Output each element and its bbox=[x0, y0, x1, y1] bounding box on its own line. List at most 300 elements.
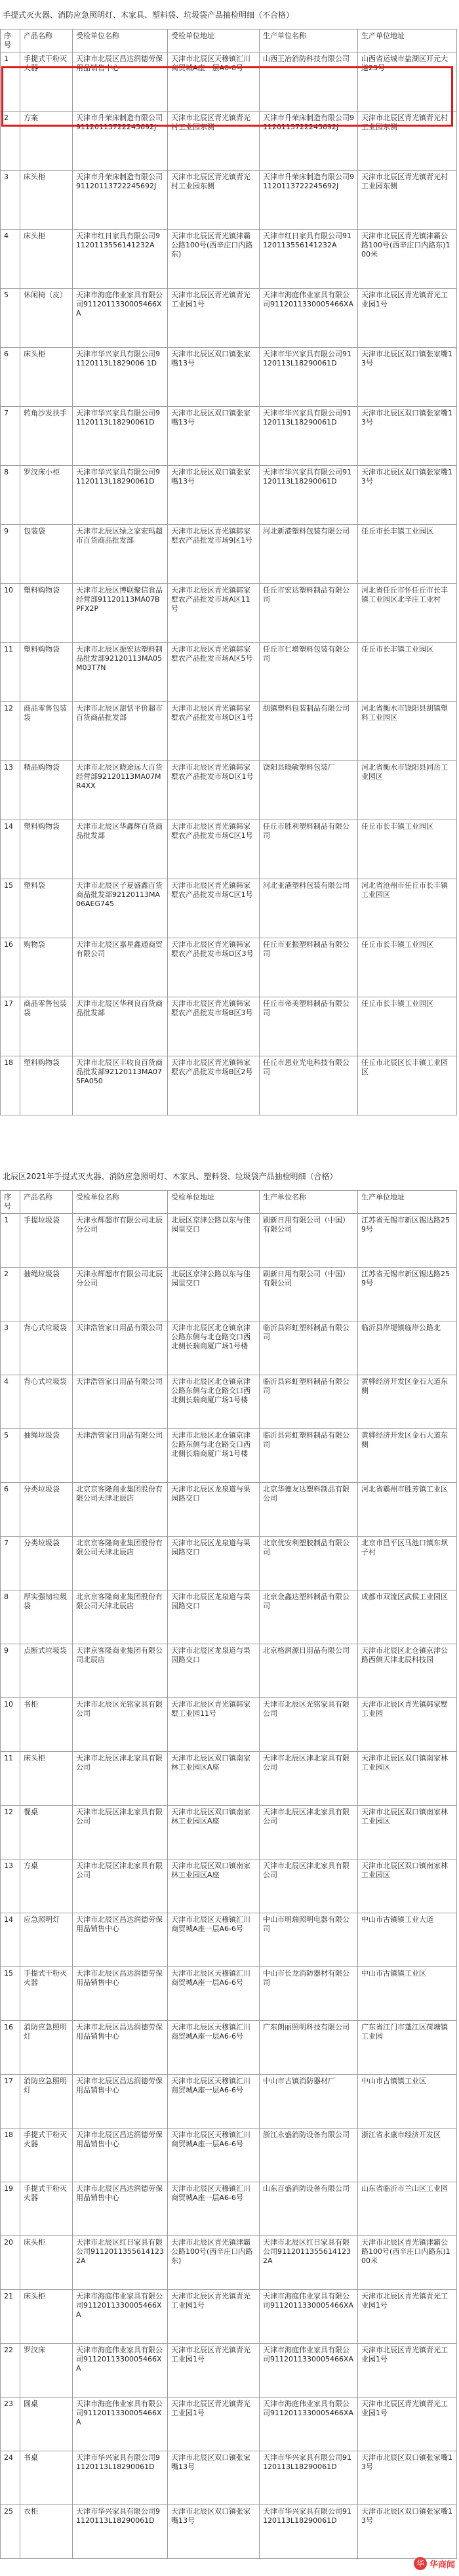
table-row bbox=[1, 938, 457, 997]
table-row bbox=[1, 2451, 457, 2505]
table-cell: 转角沙发扶手 bbox=[20, 407, 73, 466]
table-cell: 天津市北辰区甜恬平价超市百货商品批发部 bbox=[73, 702, 168, 761]
inspection-table-unqualified bbox=[0, 29, 457, 1115]
table-cell: 天津市华兴家具有限公司91120113L18290061D bbox=[260, 2451, 358, 2505]
table-cell: 天津市北辰区光铭家具有限公司 bbox=[73, 1698, 168, 1752]
table-cell: 天津市北辰区光铭家具有限公司 bbox=[260, 1698, 358, 1752]
column-header: 受检单位名称 bbox=[73, 1191, 168, 1214]
table-cell: 厚实强韧垃圾袋 bbox=[20, 1590, 73, 1644]
table-cell: 天津市北辰区青光镇青光工业园1号 bbox=[358, 2398, 457, 2451]
table-row bbox=[1, 643, 457, 702]
table-cell: 天津市北辰区青光镇韩家墅农产品批发市场A区11号 bbox=[168, 584, 260, 643]
table-cell: 天津市北辰区双口镇张家嘴13号 bbox=[168, 2505, 260, 2559]
table-cell: 浙江省永康市经济开发区 bbox=[358, 2129, 457, 2182]
table-cell: 天津市北辰区昌达润德劳保用品销售中心 bbox=[73, 2129, 168, 2182]
table-cell: 8 bbox=[1, 1590, 20, 1644]
table-cell: 河北省衡水市饶阳县胡镇塑料工业园区 bbox=[358, 702, 457, 761]
table-row bbox=[1, 171, 457, 230]
table-row bbox=[1, 2236, 457, 2290]
table-cell: 任丘市长丰镇工业园区 bbox=[358, 997, 457, 1056]
table-row bbox=[1, 407, 457, 466]
table-cell: 天津市北辰区天穆镇汇川商贸城A座一层A6-6号 bbox=[168, 1913, 260, 1967]
table-row bbox=[1, 1268, 457, 1321]
table-cell: 天津市北辰区津北家具有限公司 bbox=[73, 1752, 168, 1806]
table-cell: 天津市升荣床制造有限公司91120113722245692J bbox=[260, 171, 358, 230]
table-cell: 临沂县彩虹塑料制品有限公司 bbox=[260, 1321, 358, 1375]
inspection-table-qualified bbox=[0, 1190, 457, 2559]
table-cell: 天津市北辰区双口镇张家嘴13号 bbox=[168, 2451, 260, 2505]
table-cell: 罗汉床小柜 bbox=[20, 466, 73, 525]
table-cell: 天津市北辰区博联聚信食品经营部91120113MA07BPFX2P bbox=[73, 584, 168, 643]
table-cell: 应急照明灯 bbox=[20, 1913, 73, 1967]
table-row bbox=[1, 2075, 457, 2129]
table-cell: 天津市北辰区青光镇青光村工业园东侧 bbox=[358, 171, 457, 230]
table-row bbox=[1, 1321, 457, 1375]
table-cell: 任丘市长丰镇工业园区 bbox=[358, 820, 457, 879]
table-cell: 天津市北辰区青光镇津霸公路100号(西辛庄口内路东)100米 bbox=[358, 230, 457, 289]
table-cell: 10 bbox=[1, 1698, 20, 1752]
table-cell: 休闲椅（皮） bbox=[20, 289, 73, 348]
table-cell: 饶阳县晓敏塑料包装厂 bbox=[260, 761, 358, 820]
table-cell: 天津市北辰区华利良百货商品批发部 bbox=[73, 997, 168, 1056]
table-cell: 消防应急照明灯 bbox=[20, 2021, 73, 2075]
table-cell: 北京京客隆商业集团股份有限公司天津北辰店 bbox=[73, 1483, 168, 1537]
table-cell: 天津市北辰区绿之家宏玛超市百货商品批发部 bbox=[73, 525, 168, 584]
table-row bbox=[1, 348, 457, 407]
table-cell: 天津浩管家日用品有限公司 bbox=[73, 1429, 168, 1483]
table-cell: 天津市北辰区青光镇青光工业园1号 bbox=[168, 289, 260, 348]
table-cell: 江苏省无锡市新区锡达路259号 bbox=[358, 1268, 457, 1321]
section-title: 手提式灭火器、消防应急照明灯、木家具、塑料袋、垃圾袋产品抽检明细（不合格） bbox=[3, 10, 294, 20]
table-cell: 任丘市帝美塑料制品有限公司 bbox=[260, 997, 358, 1056]
table-cell: 天津市华兴家具有限公司91120113L18290061D bbox=[73, 2505, 168, 2559]
table-cell: 10 bbox=[1, 584, 20, 643]
table-cell: 天津市北辰区青光镇韩家墅农产品批发市场D区3号 bbox=[168, 938, 260, 997]
table-cell: 天津市红日家具有限公司91120113556141232A bbox=[73, 230, 168, 289]
table-cell: 床头柜 bbox=[20, 230, 73, 289]
table-cell: 江苏省无锡市新区锡达路259号 bbox=[358, 1214, 457, 1268]
table-cell: 床头柜 bbox=[20, 1752, 73, 1806]
table-cell: 11 bbox=[1, 643, 20, 702]
table-cell: 天津市北辰区子夏盛鑫百货商品批发部92120113MA06AEG745 bbox=[73, 879, 168, 938]
table-cell: 13 bbox=[1, 761, 20, 820]
table-cell: 天津市北辰区津北家具有限公司 bbox=[260, 1752, 358, 1806]
table-cell: 天津市北辰区双口镇南家林工业园区A座 bbox=[168, 1806, 260, 1859]
table-cell: 天津市北辰区双口镇张家嘴13号 bbox=[358, 2505, 457, 2559]
table-row bbox=[1, 1590, 457, 1644]
table-cell: 书柜 bbox=[20, 1698, 73, 1752]
table-row bbox=[1, 584, 457, 643]
table-row bbox=[1, 1483, 457, 1537]
table-cell: 天津市北辰区津北家具有限公司 bbox=[260, 1806, 358, 1859]
table-cell: 天津市北辰区津北家具有限公司 bbox=[73, 1806, 168, 1859]
table-cell: 天津市北辰区青光镇青光工业园1号 bbox=[168, 2344, 260, 2398]
table-cell: 北京市昌平区马池口镇东坝子村 bbox=[358, 1537, 457, 1590]
table-cell: 3 bbox=[1, 1321, 20, 1375]
table-cell: 天津市升荣床制造有限公司91120113722245692J bbox=[73, 112, 168, 171]
table-cell: 天津市北辰区北仓镇京津公路西侧天津北辰科技园 bbox=[358, 1644, 457, 1698]
table-cell: 床头柜 bbox=[20, 171, 73, 230]
table-cell: 20 bbox=[1, 2236, 20, 2290]
table-cell: 天津市华兴家具有限公司91120113L18290061D bbox=[73, 2451, 168, 2505]
table-row bbox=[1, 1698, 457, 1752]
column-header: 生产单位名称 bbox=[260, 1191, 358, 1214]
table-cell: 河北省任丘市怀任丘市长丰镇工业园区北辛庄工业村 bbox=[358, 584, 457, 643]
table-cell: 天津市北辰区青光镇韩家墅工业园 bbox=[358, 1698, 457, 1752]
table-cell: 天津市北辰区青光镇韩家墅农产品批发市场C区1号 bbox=[168, 820, 260, 879]
table-cell: 4 bbox=[1, 1375, 20, 1429]
column-header: 生产单位地址 bbox=[358, 30, 457, 52]
table-row bbox=[1, 1859, 457, 1913]
table-cell: 购物袋 bbox=[20, 938, 73, 997]
table-cell: 天津市北辰区青光镇津霸公路100号(西辛庄口内路东) bbox=[168, 230, 260, 289]
table-cell: 天津市红日家具有限公司91120113556141232A bbox=[260, 230, 358, 289]
table-cell: 天津市海庭伟业家具有限公司9112011330005466XA bbox=[73, 289, 168, 348]
table-cell: 河北亚港塑料包装有限公司 bbox=[260, 879, 358, 938]
table-cell: 北辰区京津公路以东与佳园里交口 bbox=[168, 1214, 260, 1268]
table-cell: 刷新日用有限公司（中国）有限公司 bbox=[260, 1268, 358, 1321]
table-cell: 天津市北辰区青光镇青光工业园1号 bbox=[168, 2290, 260, 2344]
table-cell: 天津市北辰区双口镇张家嘴13号 bbox=[358, 2451, 457, 2505]
table-cell: 天津市北辰区北仓镇京津公路东侧与北仓路交口西北侧长瑞商厦广场1号楼 bbox=[168, 1429, 260, 1483]
table-cell: 天津京客隆商业集团有限公司北辰店 bbox=[73, 1644, 168, 1698]
table-cell: 天津市北辰区昌达润德劳保用品销售中心 bbox=[73, 52, 168, 112]
table-cell: 天津市北辰区双口镇南家林工业园区A座 bbox=[168, 1859, 260, 1913]
table-cell: 中山市古镇镇工业区 bbox=[358, 1967, 457, 2021]
table-cell: 12 bbox=[1, 1806, 20, 1859]
table-cell: 点断式垃圾袋 bbox=[20, 1644, 73, 1698]
table-cell: 浙江永盛消防设备有限公司 bbox=[260, 2129, 358, 2182]
table-cell: 天津市北辰区青光镇韩家墅工业园11号 bbox=[168, 1698, 260, 1752]
table-cell: 天津市北辰区青光镇韩家墅农产品批发市场B区2号 bbox=[168, 1056, 260, 1115]
table-cell: 7 bbox=[1, 407, 20, 466]
table-row bbox=[1, 1214, 457, 1268]
table-cell: 23 bbox=[1, 2398, 20, 2451]
table-cell: 1 bbox=[1, 1214, 20, 1268]
table-row bbox=[1, 2021, 457, 2075]
section-unqualified bbox=[0, 0, 459, 1161]
table-cell: 天津市北辰区青光镇韩家墅农产品批发市场A区5号 bbox=[168, 643, 260, 702]
table-cell: 中山市明瑞照明电器有限公司 bbox=[260, 1913, 358, 1967]
column-header: 受检单位地址 bbox=[168, 1191, 260, 1214]
table-row bbox=[1, 1537, 457, 1590]
table-cell: 北京京客隆商业集团股份有限公司天津北辰店 bbox=[73, 1537, 168, 1590]
table-cell: 胡镇塑料包装制品有限公司 bbox=[260, 702, 358, 761]
section-title: 北辰区2021年手提式灭火器、消防应急照明灯、木家具、塑料袋、垃圾袋产品抽检明细（合格） bbox=[3, 1172, 338, 1181]
table-cell: 黄骅经济开发区金石大道东侧 bbox=[358, 1375, 457, 1429]
table-cell: 北京格润源日用品有限公司 bbox=[260, 1644, 358, 1698]
table-cell: 床头柜 bbox=[20, 348, 73, 407]
table-cell: 天津市北辰区青光镇津霸公路100号(西辛庄口内路东)100米 bbox=[358, 2236, 457, 2290]
table-cell: 任丘市长丰镇工业园区 bbox=[358, 643, 457, 702]
table-cell: 天津市海庭伟业家具有限公司9112011330005466XA bbox=[260, 2344, 358, 2398]
table-row bbox=[1, 2182, 457, 2236]
table-cell: 抽绳垃圾袋 bbox=[20, 1429, 73, 1483]
table-row bbox=[1, 820, 457, 879]
table-row bbox=[1, 289, 457, 348]
table-cell: 15 bbox=[1, 879, 20, 938]
table-cell: 天津市北辰区双口镇南家林工业园区 bbox=[358, 1752, 457, 1806]
table-cell: 天津市北辰区嘉星鑫通商贸有限公司 bbox=[73, 938, 168, 997]
table-cell: 天津市北辰区青光镇青光工业园1号 bbox=[358, 2344, 457, 2398]
table-cell: 天津市北辰区华鑫辉百货商品批发部 bbox=[73, 820, 168, 879]
table-cell: 任丘市北辰区长丰镇工业园区 bbox=[358, 1056, 457, 1115]
table-cell: 天津市海庭伟业家具有限公司9112011330005466XA bbox=[260, 2290, 358, 2344]
table-cell: 北辰区京津公路以东与佳园里交口 bbox=[168, 1268, 260, 1321]
table-cell: 临沂县彩虹塑料制品有限公司 bbox=[260, 1375, 358, 1429]
table-cell: 临沂县岸堤镇临岸公路北 bbox=[358, 1321, 457, 1375]
table-cell: 1 bbox=[1, 52, 20, 112]
table-cell: 22 bbox=[1, 2344, 20, 2398]
table-cell: 天津市海庭伟业家具有限公司9112011330005466XA bbox=[260, 289, 358, 348]
table-cell: 天津市北辰区青光镇青光村工业园东侧 bbox=[168, 171, 260, 230]
table-cell: 天津市北辰区振宏达塑料制品批发部92120113MA05M03T7N bbox=[73, 643, 168, 702]
table-cell: 方案 bbox=[20, 112, 73, 171]
table-cell: 书桌 bbox=[20, 2451, 73, 2505]
table-cell: 25 bbox=[1, 2505, 20, 2559]
table-cell: 任丘市恩业光电科技有限公司 bbox=[260, 1056, 358, 1115]
table-cell: 18 bbox=[1, 1056, 20, 1115]
table-cell: 任丘市宏达塑料制品有限公司 bbox=[260, 584, 358, 643]
table-cell: 天津市北辰区双口镇南家林工业园区A座 bbox=[168, 1752, 260, 1806]
table-cell: 24 bbox=[1, 2451, 20, 2505]
table-cell: 中山市古镇消防器材厂 bbox=[260, 2075, 358, 2129]
table-cell: 天津市北辰区双口镇张家嘴13号 bbox=[358, 407, 457, 466]
table-cell: 天津市华兴家具有限公司91120113L18290061D bbox=[260, 2505, 358, 2559]
table-cell: 背心式垃圾袋 bbox=[20, 1375, 73, 1429]
table-row bbox=[1, 879, 457, 938]
table-cell: 天津浩管家日用品有限公司 bbox=[73, 1375, 168, 1429]
column-header: 受检单位名称 bbox=[73, 30, 168, 52]
table-cell: 方桌 bbox=[20, 1859, 73, 1913]
table-cell: 任丘市亚振塑料制品有限公司 bbox=[260, 938, 358, 997]
column-header: 生产单位地址 bbox=[358, 1191, 457, 1214]
table-row bbox=[1, 2290, 457, 2344]
table-cell: 北京京客隆商业集团股份有限公司天津北辰店 bbox=[73, 1590, 168, 1644]
table-cell: 天津市华兴家具有限公司91120113L18290061D bbox=[73, 407, 168, 466]
table-cell: 天津市北辰区红日家具有限公司91120113556141232A bbox=[73, 2236, 168, 2290]
table-cell: 2 bbox=[1, 112, 20, 171]
table-cell: 北京华德友达塑料制品有限公司 bbox=[260, 1483, 358, 1537]
table-cell: 餐桌 bbox=[20, 1806, 73, 1859]
table-cell: 14 bbox=[1, 820, 20, 879]
table-cell: 天津市华兴家具有限公司91120113L18290061D bbox=[260, 348, 358, 407]
table-cell: 天津市北辰区青光镇青光工业园1号 bbox=[168, 2398, 260, 2451]
table-cell: 天津市北辰区晓途远大百货经营部92120113MA07MR4XX bbox=[73, 761, 168, 820]
table-row bbox=[1, 1375, 457, 1429]
table-cell: 天津市北辰区天穆镇汇川商贸城A座一层A6-6号 bbox=[168, 2129, 260, 2182]
table-cell: 分类垃圾袋 bbox=[20, 1483, 73, 1537]
watermark-logo bbox=[392, 2555, 455, 2572]
logo-icon: 华 bbox=[414, 2557, 427, 2570]
table-cell: 天津市北辰区昌达润德劳保用品销售中心 bbox=[73, 2021, 168, 2075]
table-row bbox=[1, 1429, 457, 1483]
table-cell: 天津市海庭伟业家具有限公司9112011330005466XA bbox=[73, 2398, 168, 2451]
table-cell: 天津市北辰区龙泉道与果园路交口 bbox=[168, 1590, 260, 1644]
logo-text: 华商闻 bbox=[429, 2560, 455, 2570]
table-cell: 天津市北辰区龙泉道与果园路交口 bbox=[168, 1483, 260, 1537]
table-cell: 天津市北辰区青光镇韩家墅农产品批发市场C区1号 bbox=[168, 879, 260, 938]
table-cell: 背心式垃圾袋 bbox=[20, 1321, 73, 1375]
table-cell: 9 bbox=[1, 525, 20, 584]
table-cell: 商品零售包装袋 bbox=[20, 997, 73, 1056]
table-cell: 天津市北辰区天穆镇汇川商贸城A座一层A6-6号 bbox=[168, 2182, 260, 2236]
table-cell: 塑料购物袋 bbox=[20, 820, 73, 879]
table-cell: 河北省衡水市饶阳县同岳工业园区 bbox=[358, 761, 457, 820]
table-cell: 天津市北辰区龙泉道与果园路交口 bbox=[168, 1644, 260, 1698]
table-cell: 天津市北辰区青光镇青光工业园1号 bbox=[358, 2290, 457, 2344]
table-cell: 16 bbox=[1, 938, 20, 997]
table-row bbox=[1, 1752, 457, 1806]
table-cell: 任丘市长丰镇工业园区 bbox=[358, 525, 457, 584]
table-cell: 天津市北辰区天穆镇汇川商贸城A座一层A6-6号 bbox=[168, 2021, 260, 2075]
table-cell: 天津市海庭伟业家具有限公司9112011330005466XA bbox=[260, 2398, 358, 2451]
table-cell: 天津市北辰区青光镇青光村工业园东侧 bbox=[168, 112, 260, 171]
table-cell: 消防应急照明灯 bbox=[20, 2075, 73, 2129]
table-cell: 广东省江门市蓬江区荷塘镇工业园 bbox=[358, 2021, 457, 2075]
table-cell: 天津市海庭伟业家具有限公司9112011330005466XA bbox=[73, 2290, 168, 2344]
column-header: 产品名称 bbox=[20, 30, 73, 52]
table-cell: 5 bbox=[1, 289, 20, 348]
table-row bbox=[1, 2505, 457, 2559]
table-cell: 4 bbox=[1, 230, 20, 289]
table-row bbox=[1, 2398, 457, 2451]
table-cell: 21 bbox=[1, 2290, 20, 2344]
table-cell: 6 bbox=[1, 348, 20, 407]
table-row bbox=[1, 1913, 457, 1967]
table-cell: 天津市升荣床制造有限公司91120113722245692J bbox=[73, 171, 168, 230]
table-cell: 天津市北辰区津北家具有限公司 bbox=[73, 1859, 168, 1913]
table-cell: 天津市北辰区天穆镇汇川商贸城A座一层A6-6号 bbox=[168, 2075, 260, 2129]
table-row bbox=[1, 112, 457, 171]
table-cell: 14 bbox=[1, 1913, 20, 1967]
table-cell: 黄骅经济开发区金石大道东侧 bbox=[358, 1429, 457, 1483]
table-row bbox=[1, 1806, 457, 1859]
table-cell: 天津市华兴家具有限公司91120113L18290061D bbox=[260, 466, 358, 525]
table-cell: 天津市北辰区昌达润德劳保用品销售中心 bbox=[73, 1913, 168, 1967]
table-cell: 7 bbox=[1, 1537, 20, 1590]
table-cell: 天津永辉超市有限公司北辰分公司 bbox=[73, 1268, 168, 1321]
table-cell: 5 bbox=[1, 1429, 20, 1483]
table-cell: 天津市北辰区双口镇南家林工业园区 bbox=[358, 1806, 457, 1859]
table-cell: 18 bbox=[1, 2129, 20, 2182]
table-cell: 任丘市仁增塑料包装有限公司 bbox=[260, 643, 358, 702]
table-cell: 天津市北辰区红日家具有限公司91120113556141232A bbox=[260, 2236, 358, 2290]
table-cell: 塑料购物袋 bbox=[20, 584, 73, 643]
table-cell: 手提垃圾袋 bbox=[20, 1214, 73, 1268]
table-cell: 山东省临沂市兰山区工业园 bbox=[358, 2182, 457, 2236]
table-cell: 天津市北辰区龙泉道与果园路交口 bbox=[168, 1537, 260, 1590]
table-cell: 床头柜 bbox=[20, 2236, 73, 2290]
table-cell: 19 bbox=[1, 2182, 20, 2236]
table-cell: 手提式干粉灭火器 bbox=[20, 1967, 73, 2021]
table-cell: 天津市北辰区昌达润德劳保用品销售中心 bbox=[73, 1967, 168, 2021]
table-row bbox=[1, 1056, 457, 1115]
table-cell: 2 bbox=[1, 1268, 20, 1321]
table-row bbox=[1, 1967, 457, 2021]
section-qualified bbox=[0, 1161, 459, 2576]
table-cell: 北京优安利塑胶制品有限公司 bbox=[260, 1537, 358, 1590]
table-cell: 天津市北辰区双口镇南家林工业园区 bbox=[358, 1859, 457, 1913]
table-cell: 手提式干粉灭火器 bbox=[20, 52, 73, 112]
table-cell: 天津市北辰区青光镇韩家墅农产品批发市场D区1号 bbox=[168, 702, 260, 761]
table-cell: 山西王冶消防科技有限公司 bbox=[260, 52, 358, 112]
column-header: 受检单位地址 bbox=[168, 30, 260, 52]
table-cell: 6 bbox=[1, 1483, 20, 1537]
table-cell: 天津市北辰区双口镇张家嘴13号 bbox=[168, 466, 260, 525]
table-cell: 天津市北辰区青光镇津霸公路100号(西辛庄口内路东) bbox=[168, 2236, 260, 2290]
table-cell: 天津市北辰区青光镇青光村工业园东侧 bbox=[358, 112, 457, 171]
table-cell: 圆桌 bbox=[20, 2398, 73, 2451]
column-header: 产品名称 bbox=[20, 1191, 73, 1214]
table-row bbox=[1, 466, 457, 525]
table-cell: 天津市北辰区青光镇韩家墅农产品批发市场9区1号 bbox=[168, 525, 260, 584]
table-cell: 分类垃圾袋 bbox=[20, 1537, 73, 1590]
table-cell: 9 bbox=[1, 1644, 20, 1698]
table-cell: 手提式干粉灭火器 bbox=[20, 2182, 73, 2236]
table-cell: 中山市长龙消防器材有限公司 bbox=[260, 1967, 358, 2021]
table-cell: 河北新港塑料包装有限公司 bbox=[260, 525, 358, 584]
table-header-row bbox=[1, 1191, 457, 1214]
table-cell: 山东百盛消防设备有限公司 bbox=[260, 2182, 358, 2236]
table-cell: 河北省霸州市胜芳镇工业区 bbox=[358, 1483, 457, 1537]
table-cell: 中山市古镇镇工业区 bbox=[358, 2075, 457, 2129]
table-cell: 天津市北辰区青光镇韩家墅农产品批发市场D区1号 bbox=[168, 761, 260, 820]
table-cell: 3 bbox=[1, 171, 20, 230]
table-cell: 任丘市胜利塑料制品有限公司 bbox=[260, 820, 358, 879]
table-cell: 天津市北辰区北仓镇京津公路东侧与北仓路交口西北侧长瑞商厦广场1号楼 bbox=[168, 1375, 260, 1429]
table-cell: 17 bbox=[1, 2075, 20, 2129]
table-cell: 河北省沧州市任丘市长丰镇工业园区 bbox=[358, 879, 457, 938]
column-header: 序号 bbox=[1, 30, 20, 52]
table-cell: 天津市北辰区青光镇韩家墅农产品批发市场B区3号 bbox=[168, 997, 260, 1056]
table-cell: 天津市北辰区北仓镇京津公路东侧与北仓路交口西北侧长瑞商厦广场1号楼 bbox=[168, 1321, 260, 1375]
table-cell: 天津市海庭伟业家具有限公司9112011330005466XA bbox=[73, 2344, 168, 2398]
table-cell: 8 bbox=[1, 466, 20, 525]
column-header: 生产单位名称 bbox=[260, 30, 358, 52]
table-cell: 塑料购物袋 bbox=[20, 643, 73, 702]
table-row bbox=[1, 761, 457, 820]
table-cell: 广东朗丽照明科技有限公司 bbox=[260, 2021, 358, 2075]
table-cell: 塑料购物袋 bbox=[20, 1056, 73, 1115]
table-cell: 罗汉床 bbox=[20, 2344, 73, 2398]
table-cell: 天津市北辰区双口镇张家嘴13号 bbox=[168, 348, 260, 407]
table-cell: 17 bbox=[1, 997, 20, 1056]
table-header-row bbox=[1, 30, 457, 52]
table-cell: 衣柜 bbox=[20, 2505, 73, 2559]
table-cell: 精品购物袋 bbox=[20, 761, 73, 820]
table-row bbox=[1, 2344, 457, 2398]
table-cell: 天津市北辰区双口镇张家嘴13号 bbox=[358, 466, 457, 525]
table-cell: 15 bbox=[1, 1967, 20, 2021]
table-row bbox=[1, 525, 457, 584]
table-row bbox=[1, 2129, 457, 2182]
table-cell: 天津市北辰区丰收良百货商品批发部92120113MA075FA050 bbox=[73, 1056, 168, 1115]
table-cell: 天津永辉超市有限公司北辰分公司 bbox=[73, 1214, 168, 1268]
table-cell: 天津市北辰区昌达润德劳保用品销售中心 bbox=[73, 2075, 168, 2129]
table-cell: 天津市北辰区天穆镇汇川商贸城A座一层A6-6号 bbox=[168, 1967, 260, 2021]
table-cell: 抽绳垃圾袋 bbox=[20, 1268, 73, 1321]
table-cell: 任丘市长丰镇工业园区 bbox=[358, 938, 457, 997]
table-cell: 天津市北辰区青光镇青光工业园1号 bbox=[358, 289, 457, 348]
table-cell: 天津市升荣床制造有限公司91120113722245692J bbox=[260, 112, 358, 171]
table-cell: 中山市古镇镇工业大道 bbox=[358, 1913, 457, 1967]
table-cell: 16 bbox=[1, 2021, 20, 2075]
table-cell: 床头柜 bbox=[20, 2290, 73, 2344]
table-cell: 天津浩管家日用品有限公司 bbox=[73, 1321, 168, 1375]
table-cell: 13 bbox=[1, 1859, 20, 1913]
table-cell: 天津市华兴家具有限公司91120113L18290061D bbox=[260, 407, 358, 466]
